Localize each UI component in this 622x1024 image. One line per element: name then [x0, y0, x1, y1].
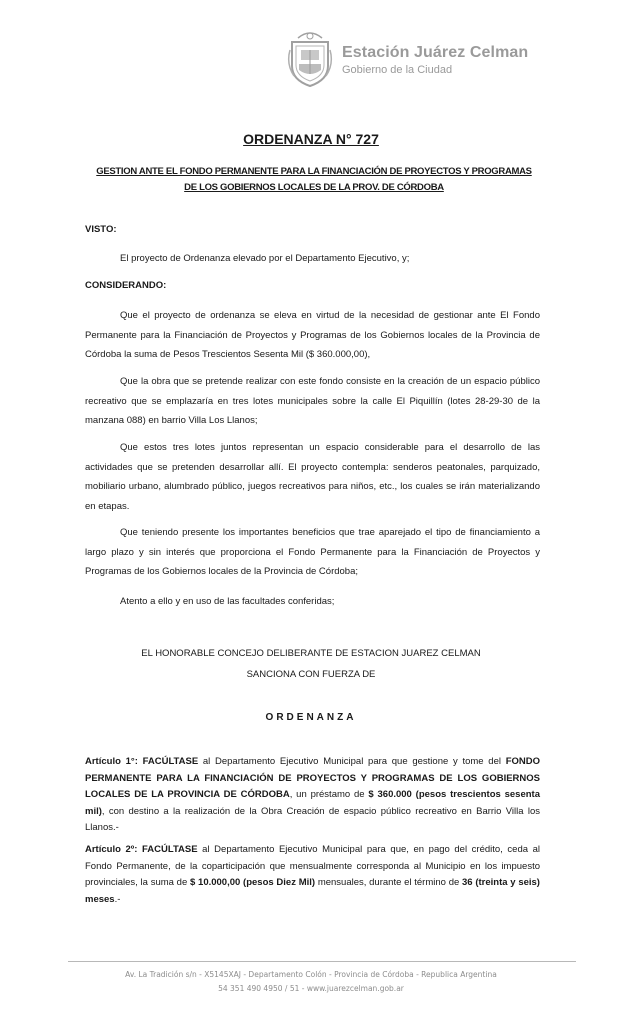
article-1-text-3: , con destino a la realización de la Obra Creación de espacio público recreativo en Barrio Villa los Llanos.- [85, 805, 540, 833]
article-1-amount: $ 360.000 (pesos trescientos sesenta mil) [85, 789, 540, 817]
article-2-text-1: al Departamento Ejecutivo Municipal para que, en pago del crédito, ceda al Fondo Permanente, de la coparticipación que mensualmente corresponda al Municipio en los impuesto provinciales, la suma de [85, 844, 540, 888]
article-2-verb: FACÚLTASE [142, 844, 198, 855]
article-2-label: Artículo 2º: [85, 844, 138, 855]
subtitle-line-1: GESTION ANTE EL FONDO PERMANENTE PARA LA FINANCIACIÓN DE PROYECTOS Y PROGRAMAS [96, 166, 532, 177]
article-2-term: 36 (treinta y seis) meses [85, 877, 540, 905]
subtitle-line-2: DE LOS GOBIERNOS LOCALES DE LA PROV. DE CÓRDOBA [184, 182, 444, 193]
considerando-paragraph-2: Que la obra que se pretende realizar con este fondo consiste en la creación de un espacio público recreativo que se emplazaría en tres lotes municipales sobre la calle El Piquillín (lotes 28-29-30 de la manzana 088) en barrio Villa Los Llanos; [85, 376, 540, 426]
footer-divider [68, 961, 576, 962]
coat-of-arms-logo [286, 30, 334, 88]
org-name: Estación Juárez Celman [342, 44, 529, 61]
article-1-verb: FACÚLTASE [142, 756, 199, 767]
article-1-text-1: al Departamento Ejecutivo Municipal para que gestione y tome del [198, 756, 506, 767]
article-1-text-2: , un préstamo de [289, 789, 369, 800]
ordenanza-heading: ORDENANZA [265, 712, 357, 723]
council-heading: EL HONORABLE CONCEJO DELIBERANTE DE ESTACION JUAREZ CELMAN [141, 648, 481, 659]
article-1-label: Artículo 1°: [85, 756, 138, 767]
considerando-paragraph-3: Que estos tres lotes juntos representan un espacio considerable para el desarrollo de las actividades que se pretenden desarrollar allí. El proyecto contempla: senderos peatonales, parquizado, mobiliario urbano, alumbrado público, juegos recreativos para niños, etc., los cuales se irán materializando en etapas. [85, 442, 540, 512]
footer-address: Av. La Tradición s/n - X5145XAJ - Departamento Colón - Provincia de Córdoba - Republica Argentina [125, 970, 497, 979]
considerando-paragraph-5: Atento a ello y en uso de las facultades conferidas; [120, 596, 335, 607]
article-2 [85, 842, 540, 908]
letterhead [286, 30, 586, 90]
article-2-amount: $ 10.000,00 (pesos Diez Mil) [190, 877, 316, 888]
considerando-paragraph-1: Que el proyecto de ordenanza se eleva en virtud de la necesidad de gestionar ante El Fondo Permanente para la Financiación de Proyectos y Programas de los Gobiernos locales de la Provincia de Córdoba la suma de Pesos Trescientos Sesenta Mil ($ 360.000,00), [85, 310, 540, 360]
org-subtitle: Gobierno de la Ciudad [342, 64, 453, 76]
document-subtitle [74, 164, 554, 196]
article-1-fund-name: FONDO PERMANENTE PARA LA FINANCIACIÓN DE PROYECTOS Y PROGRAMAS DE LOS GOBIERNOS LOCALES DE LA PROVINCIA DE CÓRDOBA [85, 756, 540, 800]
document-title: ORDENANZA N° 727 [243, 131, 379, 147]
article-2-text-3: .- [114, 893, 121, 905]
considerando-paragraph-4: Que teniendo presente los importantes beneficios que trae aparejado el tipo de financiamiento a largo plazo y sin interés que proporciona el Fondo Permanente para la Financiación de Proyectos y Programas de los Gobiernos locales de la Provincia de Córdoba; [85, 527, 540, 577]
visto-text: El proyecto de Ordenanza elevado por el Departamento Ejecutivo, y; [120, 253, 410, 264]
article-1 [85, 754, 540, 837]
sanciona-heading: SANCIONA CON FUERZA DE [246, 669, 376, 680]
footer-contact: 54 351 490 4950 / 51 - www.juarezcelman.gob.ar [218, 984, 404, 993]
article-2-text-2: mensuales, durante el término de [315, 877, 463, 888]
visto-label: VISTO: [85, 224, 117, 235]
considerando-label: CONSIDERANDO: [85, 280, 167, 291]
